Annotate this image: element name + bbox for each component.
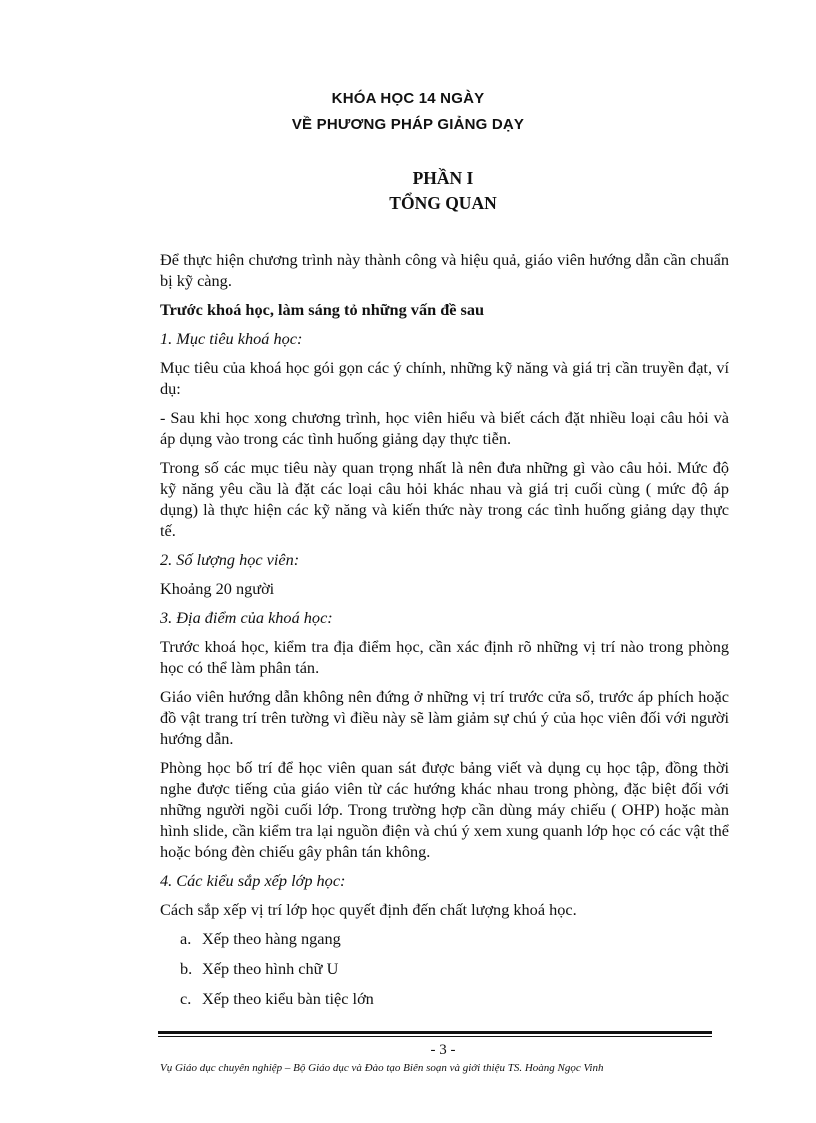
section-2-paragraph-1: Khoảng 20 người [160, 579, 275, 598]
footer-divider-thin [158, 1036, 712, 1037]
footer-divider-thick [158, 1031, 712, 1034]
arrangement-list [160, 928, 729, 1009]
section-1-paragraph-2: - Sau khi học xong chương trình, học viên hiểu và biết cách đặt nhiều loại câu hỏi và áp dụng vào trong các tình huống giảng dạy thực tiễn. [160, 408, 729, 448]
section-4-paragraph-1: Cách sắp xếp vị trí lớp học quyết định đến chất lượng khoá học. [160, 900, 577, 919]
intro-paragraph: Để thực hiện chương trình này thành công và hiệu quả, giáo viên hướng dẫn cần chuẩn bị kỹ càng. [160, 250, 729, 290]
list-item [180, 958, 729, 979]
section-3-paragraph-1: Trước khoá học, kiểm tra địa điểm học, cần xác định rõ những vị trí nào trong phòng học có thể làm phân tán. [160, 637, 729, 677]
list-item-text: Xếp theo kiểu bàn tiệc lớn [202, 989, 374, 1008]
section-1-paragraph-1: Mục tiêu của khoá học gói gọn các ý chính, những kỹ năng và giá trị cần truyền đạt, ví dụ: [160, 358, 729, 398]
document-body [160, 249, 729, 1018]
page-number: - 3 - [430, 1042, 456, 1058]
list-item [180, 928, 729, 949]
document-title-line1: KHÓA HỌC 14 NGÀY [331, 90, 485, 107]
section-3-paragraph-2: Giáo viên hướng dẫn không nên đứng ở những vị trí trước cửa sổ, trước áp phích hoặc đồ vật trang trí trên tường vì điều này sẽ làm giảm sự chú ý của học viên đối với người hướng dẫn. [160, 687, 729, 748]
section-1-paragraph-3: Trong số các mục tiêu này quan trọng nhất là nên đưa những gì vào câu hỏi. Mức độ kỹ năng yêu cầu là đặt các loại câu hỏi khác nhau và giá trị cuối cùng ( mức độ áp dụng) là thực hiện các kỹ năng và kiến thức này trong các tình huống giảng dạy thực tế. [160, 458, 729, 540]
list-marker: c. [180, 989, 192, 1008]
section-1-heading: 1. Mục tiêu khoá học: [160, 329, 303, 348]
list-item-text: Xếp theo hình chữ U [202, 959, 339, 978]
footer-credit: Vụ Giáo dục chuyên nghiệp – Bộ Giáo dục và Đào tạo Biên soạn và giới thiệu TS. Hoàng Ngọc Vinh [160, 1062, 604, 1074]
section-3-paragraph-3: Phòng học bố trí để học viên quan sát được bảng viết và dụng cụ học tập, đồng thời nghe được tiếng của giáo viên từ các hướng khác nhau trong phòng, đặc biệt đối với những người ngồi cuối lớp. Trong trường hợp cần dùng máy chiếu ( OHP) hoặc màn hình slide, cần kiểm tra lại nguồn điện và chú ý xem xung quanh lớp học có các vật thể hoặc bóng đèn chiếu gây phân tán không. [160, 758, 729, 861]
section-heading: Trước khoá học, làm sáng tỏ những vấn đề sau [160, 300, 485, 319]
section-2-heading: 2. Số lượng học viên: [160, 550, 300, 569]
part-label: PHẦN I [412, 168, 474, 188]
list-marker: a. [180, 929, 192, 948]
part-title: TỔNG QUAN [389, 193, 497, 213]
list-item-text: Xếp theo hàng ngang [202, 929, 341, 948]
list-marker: b. [180, 959, 193, 978]
section-3-heading: 3. Địa điểm của khoá học: [160, 608, 333, 627]
section-4-heading: 4. Các kiểu sắp xếp lớp học: [160, 871, 346, 890]
document-title-line2: VỀ PHƯƠNG PHÁP GIẢNG DẠY [291, 116, 525, 133]
list-item [180, 988, 729, 1009]
